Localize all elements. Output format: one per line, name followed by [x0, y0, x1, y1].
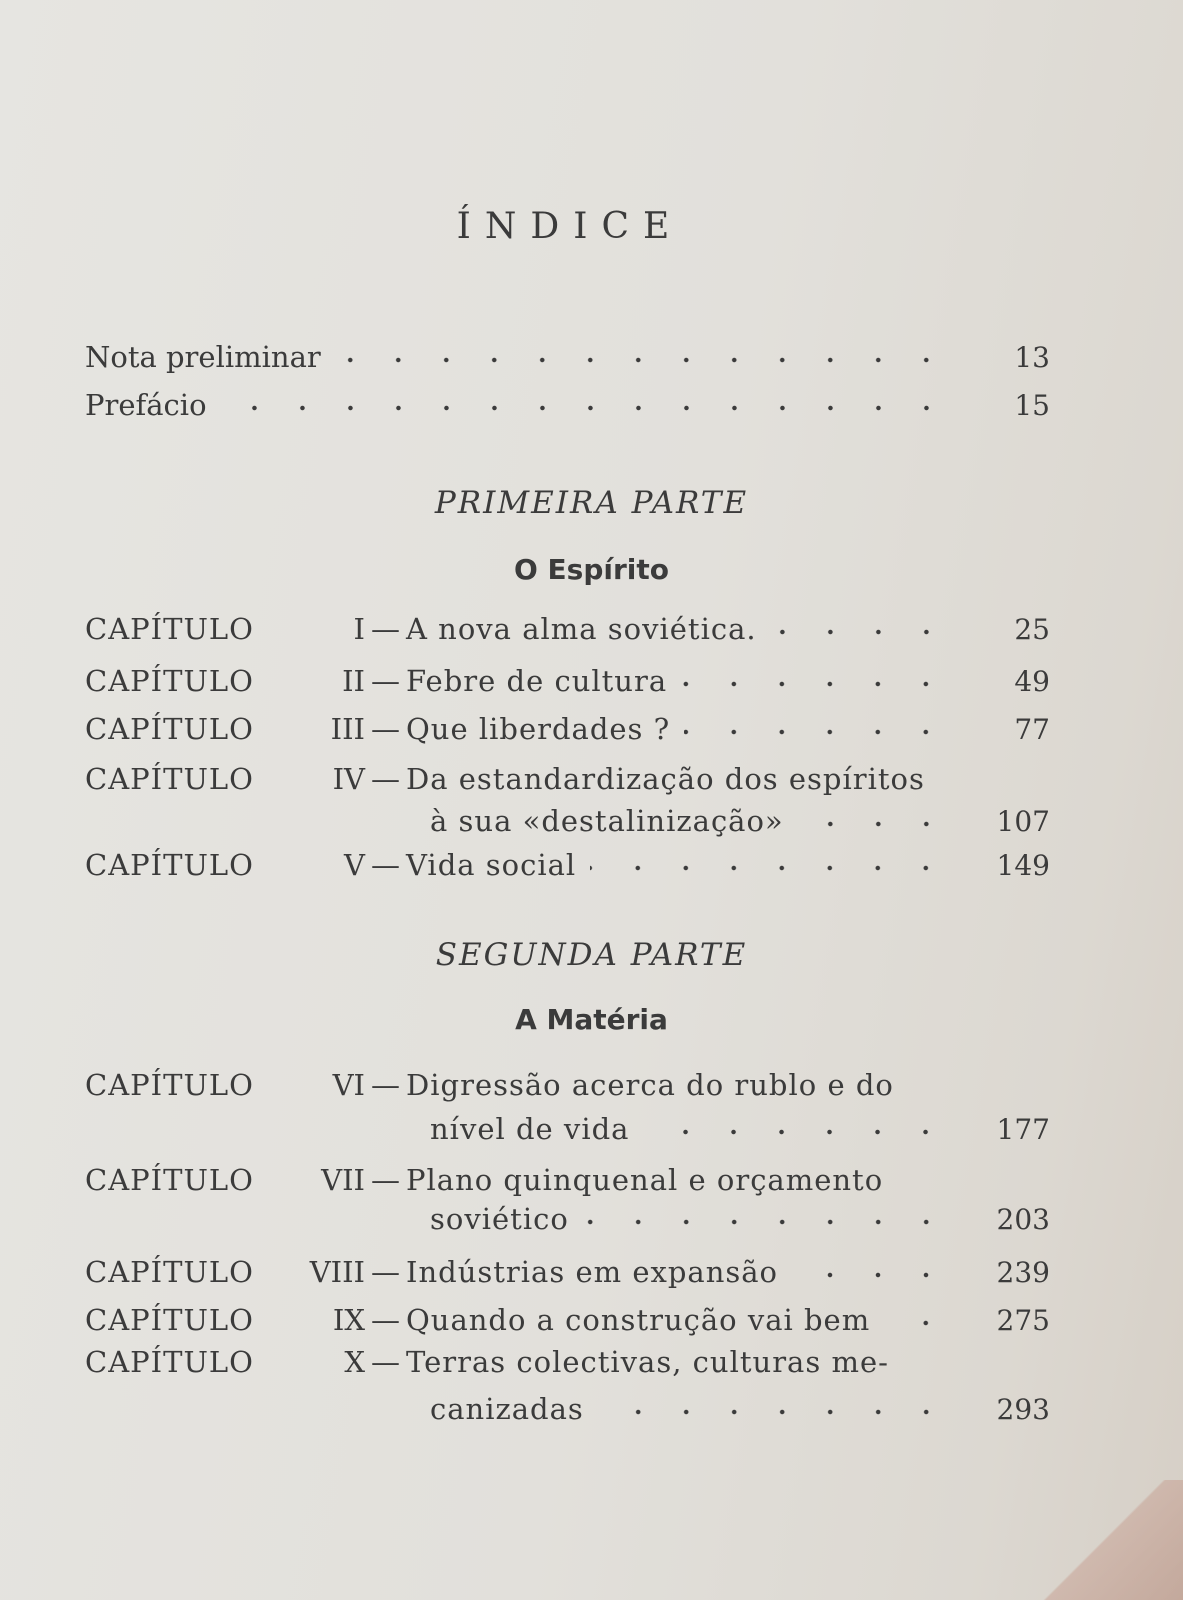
chapter-entry — [85, 1163, 1050, 1203]
chapter-entry-continued — [85, 1112, 1050, 1152]
chapter-title-continued: à sua «destalinização» — [430, 804, 784, 838]
dot-leader — [598, 1409, 950, 1415]
chapter-entry — [85, 1068, 1050, 1108]
dot-leader — [792, 1272, 950, 1278]
part-subtitle: O Espírito — [513, 553, 669, 586]
chapter-numeral: III — [330, 712, 365, 746]
chapter-title: Da estandardização dos espíritos — [406, 762, 925, 796]
page-number: 107 — [996, 805, 1050, 838]
dot-leader — [221, 405, 950, 411]
chapter-entry — [85, 1345, 1050, 1385]
dot-leader — [771, 629, 950, 635]
part-subtitle: A Matéria — [515, 1003, 668, 1036]
chapter-title: Terras colectivas, culturas me- — [406, 1345, 889, 1379]
dash: — — [371, 1345, 400, 1379]
dot-leader — [798, 821, 950, 827]
chapter-numeral: VIII — [309, 1255, 365, 1289]
dot-leader — [335, 357, 950, 363]
dot-leader — [684, 729, 950, 735]
page-number: 293 — [996, 1393, 1050, 1426]
part-heading: PRIMEIRA PARTE — [434, 485, 749, 521]
dot-leader — [884, 1320, 950, 1326]
chapter-label: CAPÍTULO — [85, 1163, 254, 1197]
chapter-numeral: IV — [332, 762, 365, 796]
dash: — — [371, 1255, 400, 1289]
chapter-title-continued: nível de vida — [430, 1112, 630, 1146]
dash: — — [371, 612, 400, 646]
chapter-numeral: I — [353, 612, 365, 646]
toc-entry — [85, 388, 1050, 428]
dash: — — [371, 848, 400, 882]
chapter-numeral: X — [344, 1345, 365, 1379]
entry-label: Prefácio — [85, 388, 207, 422]
part-heading: SEGUNDA PARTE — [435, 937, 748, 973]
page-number: 275 — [996, 1304, 1050, 1337]
dash: — — [371, 1163, 400, 1197]
page-title: ÍNDICE — [456, 206, 684, 248]
chapter-entry-continued — [85, 804, 1050, 844]
chapter-label: CAPÍTULO — [85, 1255, 254, 1289]
chapter-entry — [85, 612, 1050, 652]
dot-leader — [590, 865, 950, 871]
dot-leader — [583, 1219, 950, 1225]
chapter-numeral: VI — [332, 1068, 365, 1102]
chapter-entry — [85, 664, 1050, 704]
chapter-title-continued: canizadas — [430, 1392, 584, 1426]
chapter-title: Indústrias em expansão — [406, 1255, 778, 1289]
page-number: 203 — [996, 1203, 1050, 1236]
chapter-title: Vida social — [406, 848, 577, 882]
chapter-entry — [85, 848, 1050, 888]
chapter-entry — [85, 1255, 1050, 1295]
chapter-label: CAPÍTULO — [85, 612, 254, 646]
chapter-title-continued: soviético — [430, 1202, 569, 1236]
page-edge — [1023, 1480, 1183, 1600]
chapter-label: CAPÍTULO — [85, 762, 254, 796]
chapter-numeral: IX — [332, 1303, 365, 1337]
page-number: 149 — [996, 849, 1050, 882]
chapter-title: A nova alma soviética. — [406, 612, 757, 646]
chapter-title: Quando a construção vai bem — [406, 1303, 871, 1337]
dash: — — [371, 1068, 400, 1102]
page-number: 177 — [996, 1113, 1050, 1146]
chapter-entry-continued — [85, 1202, 1050, 1242]
page-number: 77 — [1014, 713, 1050, 746]
dash: — — [371, 762, 400, 796]
dot-leader — [643, 1129, 950, 1135]
chapter-title: Que liberdades ? — [406, 712, 671, 746]
chapter-numeral: VII — [321, 1163, 365, 1197]
page-number: 239 — [996, 1256, 1050, 1289]
chapter-title: Febre de cultura — [406, 664, 668, 698]
chapter-entry — [85, 762, 1050, 802]
chapter-label: CAPÍTULO — [85, 664, 254, 698]
toc-entry — [85, 340, 1050, 380]
dash: — — [371, 712, 400, 746]
page-number: 25 — [1014, 613, 1050, 646]
chapter-entry — [85, 1303, 1050, 1343]
chapter-label: CAPÍTULO — [85, 1303, 254, 1337]
chapter-label: CAPÍTULO — [85, 1345, 254, 1379]
dash: — — [371, 664, 400, 698]
dash: — — [371, 1303, 400, 1337]
chapter-label: CAPÍTULO — [85, 712, 254, 746]
chapter-entry-continued — [85, 1392, 1050, 1432]
page-number: 15 — [1014, 389, 1050, 422]
page-number: 49 — [1014, 665, 1050, 698]
chapter-title: Plano quinquenal e orçamento — [406, 1163, 884, 1197]
chapter-numeral: V — [344, 848, 365, 882]
chapter-entry — [85, 712, 1050, 752]
chapter-numeral: II — [342, 664, 365, 698]
page-number: 13 — [1014, 341, 1050, 374]
chapter-title: Digressão acerca do rublo e do — [406, 1068, 894, 1102]
chapter-label: CAPÍTULO — [85, 848, 254, 882]
dot-leader — [681, 681, 950, 687]
chapter-label: CAPÍTULO — [85, 1068, 254, 1102]
entry-label: Nota preliminar — [85, 340, 321, 374]
